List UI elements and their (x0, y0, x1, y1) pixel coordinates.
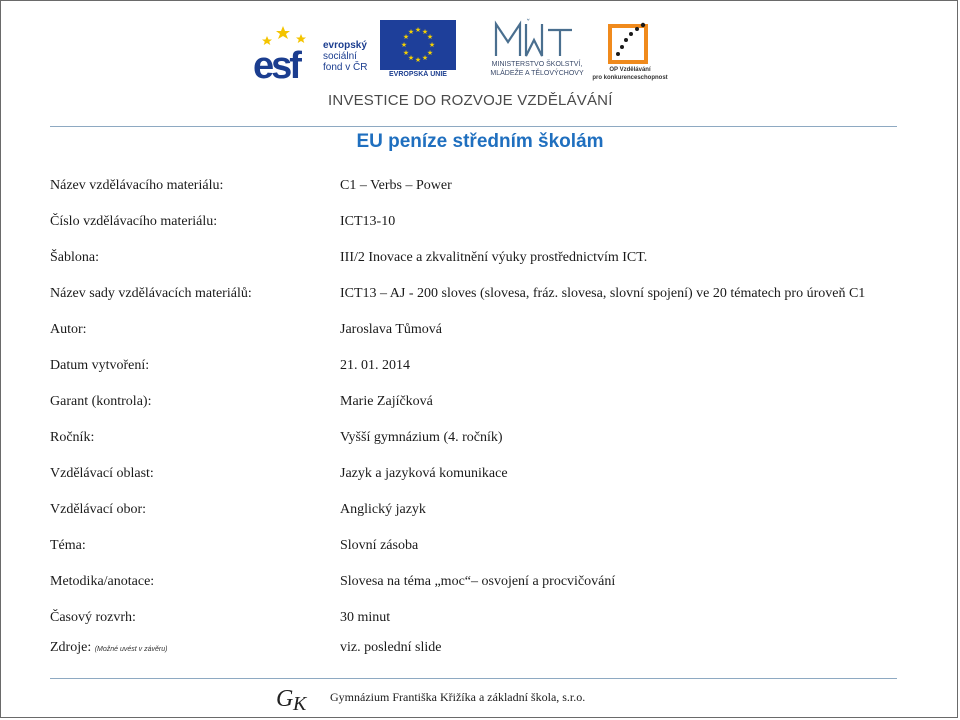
info-label: Garant (kontrola): (50, 394, 152, 409)
bottom-divider (50, 678, 897, 679)
page-title: EU peníze středním školám (356, 131, 604, 152)
info-row (50, 466, 920, 486)
info-value: Jazyk a jazyková komunikace (340, 466, 508, 481)
op-logo-icon (604, 18, 654, 68)
info-value: Jaroslava Tůmová (340, 322, 442, 337)
info-value: C1 – Verbs – Power (340, 178, 452, 193)
svg-text:G: G (276, 686, 294, 712)
esf-text (323, 40, 385, 73)
svg-text:★: ★ (402, 49, 410, 57)
gk-logo-icon (276, 684, 316, 712)
eu-flag-icon (380, 20, 456, 70)
info-row (50, 430, 920, 450)
op-caption-line: pro konkurenceschopnost (592, 75, 668, 81)
info-label: Datum vytvoření: (50, 358, 150, 373)
info-label: Vzdělávací obor: (50, 502, 147, 517)
esf-logo (253, 20, 383, 80)
info-value: Anglický jazyk (340, 502, 426, 517)
info-row (50, 640, 920, 660)
info-value: ICT13-10 (340, 214, 396, 229)
eu-caption: EVROPSKÁ UNIE (389, 71, 447, 78)
esf-text-line: evropský (323, 40, 367, 51)
esf-text-line: sociální (323, 51, 357, 62)
msmt-caption (472, 60, 602, 78)
svg-text:★: ★ (426, 49, 434, 57)
msmt-caption-line: MINISTERSTVO ŠKOLSTVÍ, (491, 61, 583, 68)
msmt-caption-line: MLÁDEŽE A TĚLOVÝCHOVY (490, 70, 584, 77)
svg-text:★: ★ (426, 33, 434, 41)
svg-text:K: K (293, 693, 307, 712)
info-label-text: Zdroje: (50, 640, 92, 655)
info-row (50, 358, 920, 378)
svg-text:★: ★ (402, 33, 410, 41)
top-divider (50, 126, 897, 127)
info-value: Vyšší gymnázium (4. ročník) (340, 430, 503, 445)
esf-text-line: fond v ČR (323, 62, 368, 73)
info-row (50, 538, 920, 558)
info-label: Autor: (50, 322, 87, 337)
info-label: Metodika/anotace: (50, 574, 155, 589)
info-label: Časový rozvrh: (50, 610, 136, 625)
info-value: 30 minut (340, 610, 391, 625)
info-row (50, 394, 920, 414)
esf-logo-mark-icon (253, 20, 323, 80)
svg-text:★: ★ (414, 56, 422, 64)
info-row (50, 502, 920, 522)
info-label-note: (Možné uvést v závěru) (94, 646, 168, 653)
info-row (50, 610, 920, 630)
info-row (50, 214, 920, 234)
investice-tagline: INVESTICE DO ROZVOJE VZDĚLÁVÁNÍ (328, 92, 613, 109)
op-caption (588, 66, 672, 82)
svg-text:★: ★ (421, 54, 429, 62)
info-row (50, 322, 920, 342)
info-value: 21. 01. 2014 (340, 358, 410, 373)
info-value: Slovesa na téma „moc“– osvojení a procvičování (340, 574, 616, 589)
footer (270, 684, 690, 714)
info-label (50, 640, 167, 656)
info-label: Vzdělávací oblast: (50, 466, 154, 481)
info-label: Číslo vzdělávacího materiálu: (50, 214, 218, 229)
info-value: Slovní zásoba (340, 538, 419, 553)
info-row (50, 178, 920, 198)
svg-text:esf: esf (253, 45, 299, 80)
logo-bar (0, 0, 960, 120)
info-label: Ročník: (50, 430, 95, 445)
svg-text:ˇ: ˇ (526, 19, 531, 29)
info-label: Šablona: (50, 250, 99, 265)
school-name: Gymnázium Františka Křižíka a základní škola, s.r.o. (330, 690, 586, 704)
info-label: Téma: (50, 538, 86, 553)
info-row (50, 286, 920, 306)
svg-text:★: ★ (421, 28, 429, 36)
info-value: III/2 Inovace a zkvalitnění výuky prostřednictvím ICT. (340, 250, 648, 265)
op-caption-line: OP Vzdělávání (609, 67, 651, 73)
info-value: ICT13 – AJ - 200 sloves (slovesa, fráz. slovesa, slovní spojení) ve 20 tématech pro úroveň C1 (340, 286, 866, 301)
svg-text:★: ★ (428, 41, 436, 49)
svg-text:★: ★ (407, 54, 415, 62)
svg-text:★: ★ (414, 26, 422, 34)
info-row (50, 250, 920, 270)
info-value: Marie Zajíčková (340, 394, 433, 409)
info-value: viz. poslední slide (340, 640, 442, 655)
info-row (50, 574, 920, 594)
info-label: Název sady vzdělávacích materiálů: (50, 286, 252, 301)
svg-text:★: ★ (407, 28, 415, 36)
info-label: Název vzdělávacího materiálu: (50, 178, 224, 193)
svg-text:★: ★ (400, 41, 408, 49)
